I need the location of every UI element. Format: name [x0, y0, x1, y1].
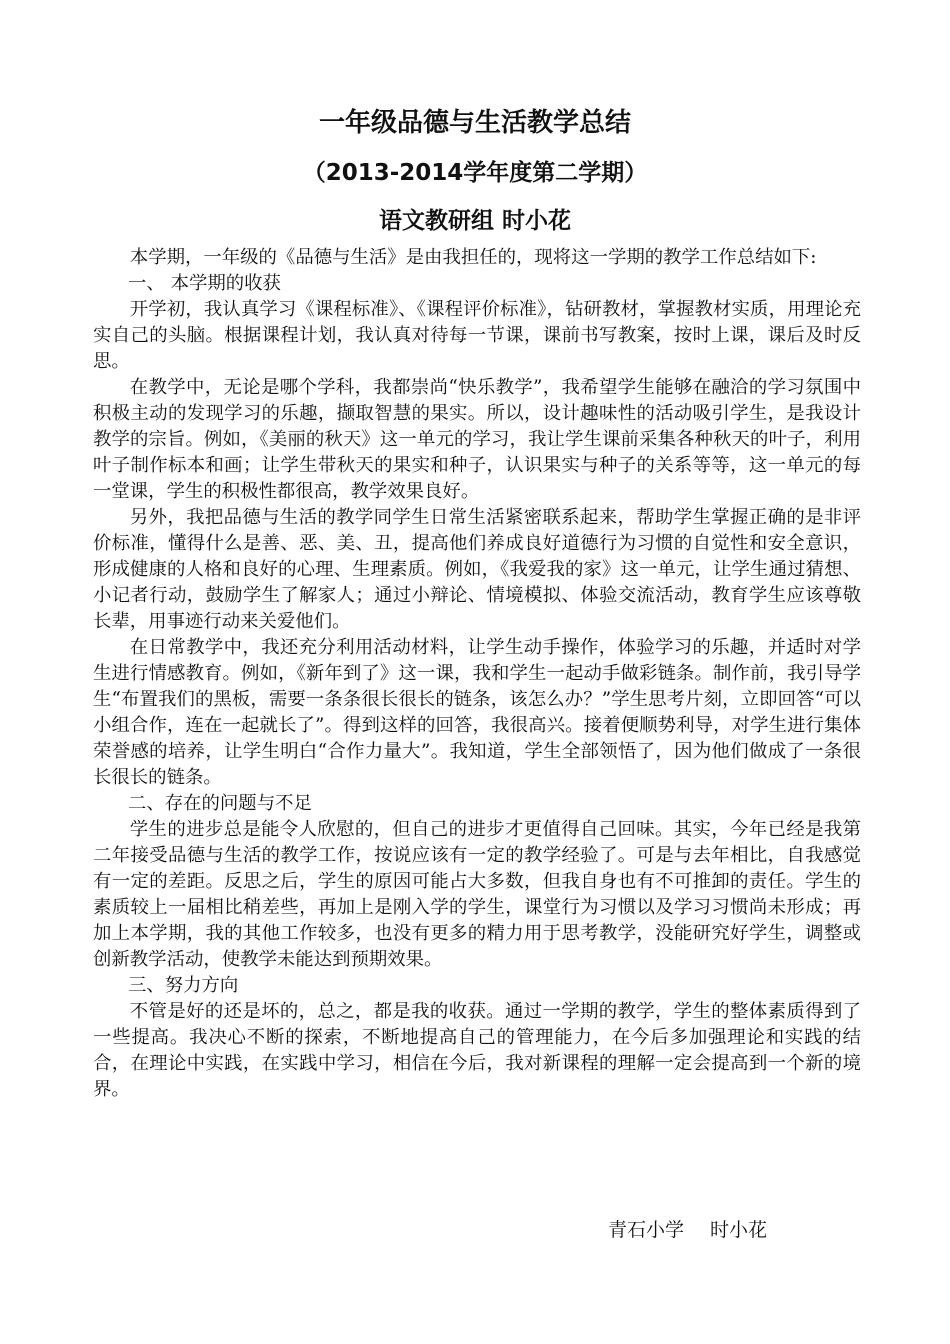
section-heading-gains: 一、 本学期的收获 [127, 273, 281, 294]
signature [608, 1217, 767, 1243]
document-title: 一年级品德与生活教学总结 [318, 108, 631, 138]
author-line: 语文教研组 时小花 [378, 208, 571, 234]
signature-name: 时小花 [710, 1219, 768, 1241]
section-heading-problems: 二、存在的问题与不足 [127, 793, 312, 814]
signature-school: 青石小学 [608, 1219, 685, 1241]
document-subtitle: （2013-2014学年度第二学期） [302, 160, 648, 186]
paragraph-gains-1: 开学初，我认真学习《课程标准》、《课程评价标准》，钻研教材，掌握教材实质，用理论充实自己的头脑。根据课程计划，我认真对待每一节课，课前书写教案，按时上课，课后及时反思。 [93, 299, 861, 372]
paragraph-gains-2: 在教学中，无论是哪个学科，我都崇尚“快乐教学”，我希望学生能够在融洽的学习氛围中积极主动的发现学习的乐趣，撷取智慧的果实。所以，设计趣味性的活动吸引学生，是我设计教学的宗旨。例如，《美丽的秋天》这一单元的学习，我让学生课前采集各种秋天的叶子，利用叶子制作标本和画；让学生带秋天的果实和种子，认识果实与种子的关系等等，这一单元的每一堂课，学生的积极性都很高，教学效果良好。 [93, 377, 861, 502]
paragraph-gains-4: 在日常教学中，我还充分利用活动材料，让学生动手操作，体验学习的乐趣，并适时对学生进行情感教育。例如，《新年到了》这一课，我和学生一起动手做彩链条。制作前，我引导学生“布置我们的黑板，需要一条条很长很长的链条，该怎么办？”学生思考片刻，立即回答“可以小组合作，连在一起就长了”。得到这样的回答，我很高兴。接着便顺势利导，对学生进行集体荣誉感的培养，让学生明白“合作力量大”。我知道，学生全部领悟了，因为他们做成了一条很长很长的链条。 [93, 637, 861, 788]
intro-paragraph: 本学期，一年级的《品德与生活》是由我担任的，现将这一学期的教学工作总结如下: [129, 247, 817, 268]
document-body [93, 245, 861, 1103]
section-heading-direction: 三、努力方向 [127, 975, 239, 996]
paragraph-direction-1: 不管是好的还是坏的，总之，都是我的收获。通过一学期的教学，学生的整体素质得到了一些提高。我决心不断的探索，不断地提高自己的管理能力，在今后多加强理论和实践的结合，在理论中实践，在实践中学习，相信在今后，我对新课程的理解一定会提高到一个新的境界。 [93, 1001, 861, 1100]
paragraph-gains-3: 另外，我把品德与生活的教学同学生日常生活紧密联系起来，帮助学生掌握正确的是非评价标准，懂得什么是善、恶、美、丑，提高他们养成良好道德行为习惯的自觉性和安全意识，形成健康的人格和良好的心理、生理素质。例如，《我爱我的家》这一单元，让学生通过猜想、小记者行动，鼓励学生了解家人；通过小辩论、情境模拟、体验交流活动，教育学生应该尊敬长辈，用事迹行动来关爱他们。 [93, 507, 861, 632]
paragraph-problems-1: 学生的进步总是能令人欣慰的，但自己的进步才更值得自己回味。其实，今年已经是我第二年接受品德与生活的教学工作，按说应该有一定的教学经验了。可是与去年相比，自我感觉有一定的差距。反思之后，学生的原因可能占大多数，但我自身也有不可推卸的责任。学生的素质较上一届相比稍差些，再加上是刚入学的学生，课堂行为习惯以及学习习惯尚未形成；再加上本学期，我的其他工作较多，也没有更多的精力用于思考教学，没能研究好学生，调整或创新教学活动，使教学未能达到预期效果。 [93, 819, 861, 970]
